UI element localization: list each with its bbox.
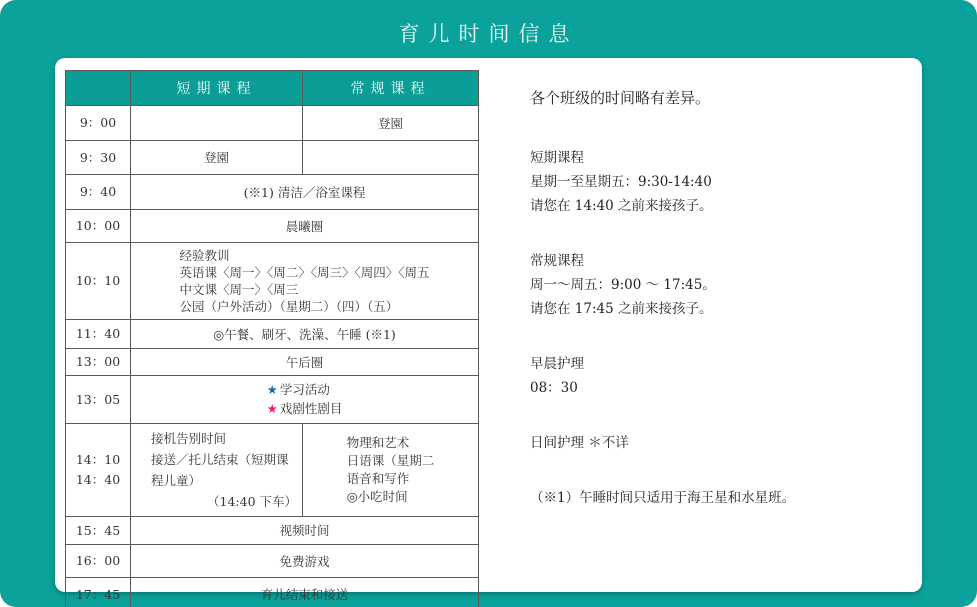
time-cell: 13：00 xyxy=(66,349,131,376)
time-cell: 10：10 xyxy=(66,243,131,320)
table-row xyxy=(66,545,479,578)
table-row xyxy=(66,175,479,210)
info-line: 日间护理 ＊不详 xyxy=(530,435,629,451)
star-line-text: 学习活动 xyxy=(279,382,330,397)
info-sections xyxy=(530,146,910,510)
header-regular-course: 常规课程 xyxy=(303,71,479,106)
table-row xyxy=(66,243,479,320)
info-line: 周一～周五：9:00 ～ 17:45。 xyxy=(530,277,716,293)
star-icon: ★ xyxy=(266,400,278,416)
info-line: 短期课程 xyxy=(530,150,584,166)
info-line: 请您在 17:45 之前来接孩子。 xyxy=(530,301,713,317)
info-line: 常规课程 xyxy=(530,253,584,269)
time-line: 14：10 xyxy=(75,452,121,467)
time-cell: 13：05 xyxy=(66,376,131,424)
cell-line: 经验教训 xyxy=(179,248,230,263)
info-section xyxy=(530,146,910,218)
time-line: 14：40 xyxy=(75,472,121,487)
star-icon: ★ xyxy=(266,382,278,397)
cell-line: 日语课（星期二 xyxy=(346,453,435,468)
cell-line: 语音和写作 xyxy=(346,471,410,486)
info-section xyxy=(530,431,910,455)
time-cell: 17：45 xyxy=(66,578,131,607)
info-line: 早晨护理 xyxy=(530,356,584,372)
info-line: （※1）午睡时间只适用于海王星和水星班。 xyxy=(530,490,796,506)
regular-course-cell xyxy=(303,424,479,517)
merged-cell: 午后圈 xyxy=(131,349,479,376)
merged-cell xyxy=(131,243,479,320)
table-row xyxy=(66,210,479,243)
info-panel xyxy=(530,88,910,510)
time-cell: 9：30 xyxy=(66,141,131,175)
info-section xyxy=(530,486,910,510)
cell-line: （14:40 下车） xyxy=(207,494,297,509)
header-short-course: 短期课程 xyxy=(131,71,303,106)
info-line: 请您在 14:40 之前来接孩子。 xyxy=(530,198,713,214)
table-row xyxy=(66,376,479,424)
regular-course-lines xyxy=(347,434,435,506)
merged-cell: 育儿结束和接送 xyxy=(131,578,479,607)
table-row xyxy=(66,578,479,607)
cell-line: 接机告别时间 xyxy=(151,431,227,446)
merged-cell xyxy=(131,376,479,424)
time-cell: 9：40 xyxy=(66,175,131,210)
page-title: 育儿时间信息 xyxy=(398,22,579,46)
info-section xyxy=(530,249,910,321)
short-course-cell: 登園 xyxy=(131,141,303,175)
table-header-row xyxy=(66,71,479,106)
merged-cell: ◎午餐、刷牙、洗澡、午睡 (※1) xyxy=(131,320,479,349)
merged-cell: 晨曦圈 xyxy=(131,210,479,243)
schedule-card xyxy=(55,58,922,602)
header-time-cell xyxy=(66,71,131,106)
info-line: 08：30 xyxy=(530,380,578,396)
table-row xyxy=(66,517,479,545)
regular-course-cell: 登園 xyxy=(303,106,479,141)
time-cell xyxy=(66,424,131,517)
table-row xyxy=(66,424,479,517)
time-cell: 9：00 xyxy=(66,106,131,141)
short-course-cell xyxy=(131,424,303,517)
schedule-tbody xyxy=(66,106,479,607)
time-cell: 15：45 xyxy=(66,517,131,545)
merged-lines xyxy=(179,247,429,315)
info-section xyxy=(530,352,910,400)
time-cell: 16：00 xyxy=(66,545,131,578)
star-line xyxy=(267,381,343,400)
cell-line: 英语课〈周一〉〈周二〉〈周三〉〈周四〉〈周五 xyxy=(179,265,430,280)
short-course-lines xyxy=(139,428,297,512)
star-line-text: 戏剧性剧目 xyxy=(279,400,343,416)
short-course-cell xyxy=(131,106,303,141)
table-row xyxy=(66,141,479,175)
schedule-table xyxy=(65,70,479,607)
table-row xyxy=(66,320,479,349)
time-cell: 11：40 xyxy=(66,320,131,349)
merged-cell: 视频时间 xyxy=(131,517,479,545)
cell-line: 物理和艺术 xyxy=(346,435,410,450)
star-lines xyxy=(267,381,343,418)
info-intro: 各个班级的时间略有差异。 xyxy=(530,89,711,107)
cell-line: 中文课〈周一〉〈周三 xyxy=(179,282,299,297)
cell-line: 接送／托儿结束（短期课程儿童） xyxy=(151,452,289,488)
regular-course-cell xyxy=(303,141,479,175)
cell-line: ◎小吃时间 xyxy=(346,489,408,504)
star-line xyxy=(267,400,343,419)
merged-cell: 免费游戏 xyxy=(131,545,479,578)
merged-cell: (※1) 清洁／浴室课程 xyxy=(131,175,479,210)
cell-line: 公园（户外活动）（星期二）（四）（五） xyxy=(179,299,399,314)
time-cell: 10：00 xyxy=(66,210,131,243)
info-line: 星期一至星期五：9:30-14:40 xyxy=(530,174,712,190)
table-row xyxy=(66,349,479,376)
table-row xyxy=(66,106,479,141)
